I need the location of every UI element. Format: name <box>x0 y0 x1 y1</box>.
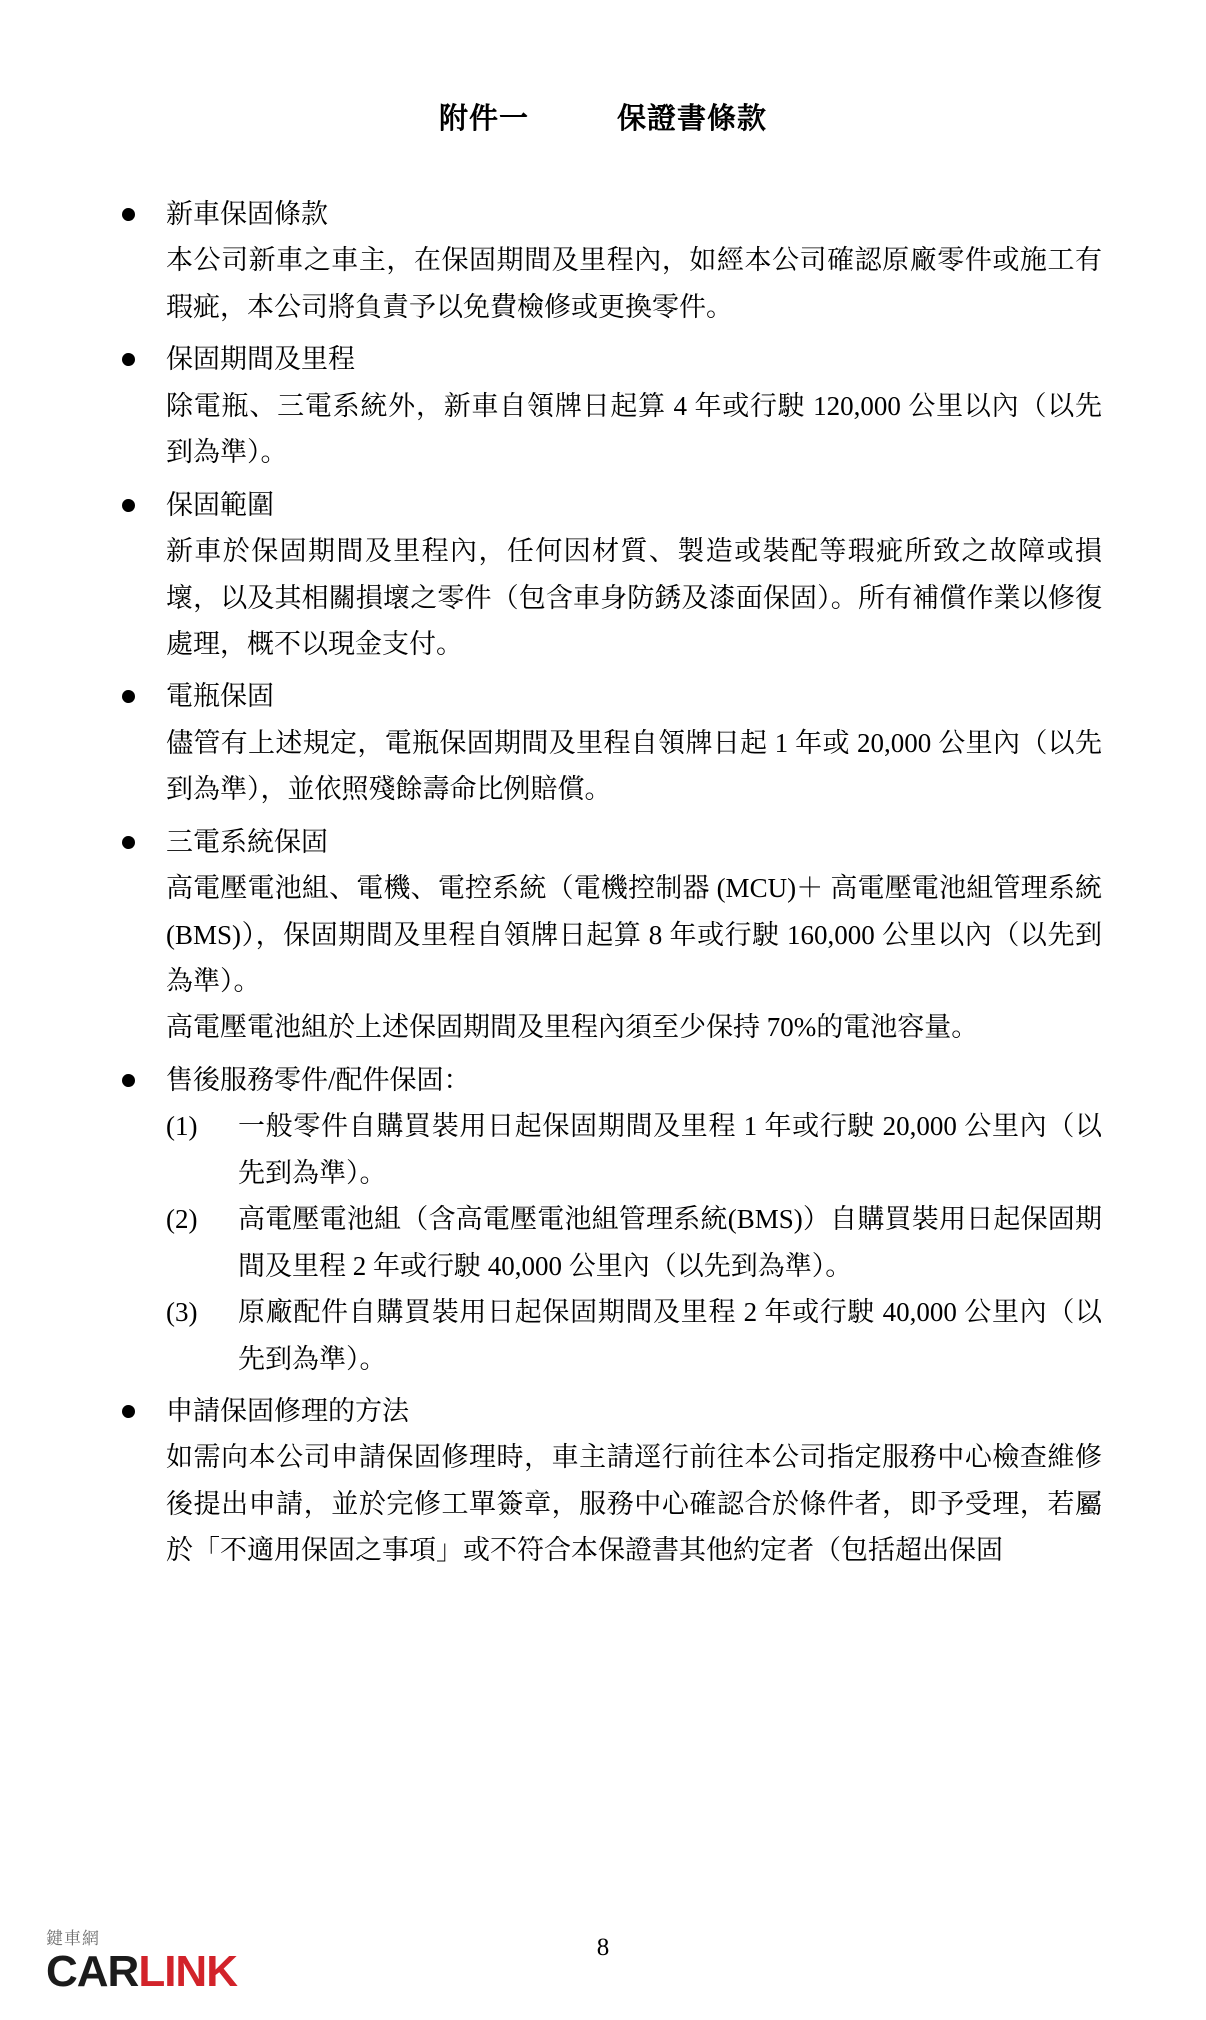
page-number: 8 <box>596 1934 610 1961</box>
clause-item <box>104 673 1102 812</box>
bullet-icon <box>122 1074 135 1087</box>
clause-paragraph: 除電瓶、三電系統外，新車自領牌日起算 4 年或行駛 120,000 公里以內（以先到為準）。 <box>166 390 1102 468</box>
page-title-prefix: 附件一 <box>438 103 529 135</box>
watermark-wordmark <box>46 1947 237 1996</box>
clause-sub-marker: (3) <box>166 1297 198 1328</box>
page-title <box>104 96 1102 137</box>
clause-paragraph: 新車於保固期間及里程內，任何因材質、製造或裝配等瑕疵所致之故障或損壞，以及其相關損壞之零件（包含車身防銹及漆面保固）。所有補償作業以修復處理，概不以現金支付。 <box>166 536 1102 659</box>
page-title-main: 保證書條款 <box>617 103 768 135</box>
clause-item <box>104 819 1102 1051</box>
clause-item <box>104 191 1102 330</box>
clause-paragraph: 如需向本公司申請保固修理時，車主請逕行前往本公司指定服務中心檢查維修後提出申請，並於完修工單簽章，服務中心確認合於條件者，即予受理，若屬於「不適用保固之事項」或不符合本保證書其他約定者（包括超出保固 <box>166 1442 1102 1566</box>
clause-item <box>104 336 1102 475</box>
clause-item <box>104 1057 1102 1382</box>
clause-heading: 保固期間及里程 <box>166 344 355 375</box>
clause-sub-marker: (1) <box>166 1111 198 1142</box>
clause-paragraph: 儘管有上述規定，電瓶保固期間及里程自領牌日起 1 年或 20,000 公里內（以先到為準），並依照殘餘壽命比例賠償。 <box>166 727 1102 805</box>
bullet-icon <box>122 1405 135 1418</box>
bullet-icon <box>122 836 135 849</box>
clause-paragraph: 本公司新車之車主，在保固期間及里程內，如經本公司確認原廠零件或施工有瑕疵，本公司將負責予以免費檢修或更換零件。 <box>166 245 1102 322</box>
clause-heading: 售後服務零件/配件保固： <box>166 1064 471 1095</box>
clause-paragraph: 高電壓電池組於上述保固期間及里程內須至少保持 70%的電池容量。 <box>166 1012 979 1043</box>
watermark-chinese-label: 鍵車網 <box>46 1929 100 1949</box>
clause-item <box>104 1388 1102 1574</box>
watermark-logo <box>46 1931 237 1994</box>
clause-heading: 三電系統保固 <box>166 826 328 857</box>
watermark-wordmark-right: LINK <box>138 1947 237 1996</box>
clause-sub-item <box>166 1289 1102 1382</box>
clause-paragraph: 高電壓電池組、電機、電控系統（電機控制器 (MCU)＋ 高電壓電池組管理系統(BMS)），保固期間及里程自領牌日起算 8 年或行駛 160,000 公里以內（以先到為準）。 <box>166 873 1102 996</box>
clause-heading: 新車保固條款 <box>166 199 328 229</box>
bullet-icon <box>122 690 135 703</box>
clause-sub-text: 原廠配件自購買裝用日起保固期間及里程 2 年或行駛 40,000 公里內（以先到為準）。 <box>238 1297 1102 1374</box>
clause-heading: 保固範圍 <box>166 489 274 520</box>
watermark-wordmark-left: CAR <box>46 1947 139 1996</box>
clause-sub-item <box>166 1103 1102 1196</box>
bullet-icon <box>122 499 135 512</box>
clause-item <box>104 482 1102 668</box>
bullet-icon <box>122 208 135 221</box>
clause-heading: 申請保固修理的方法 <box>166 1395 409 1426</box>
clause-sub-text: 一般零件自購買裝用日起保固期間及里程 1 年或行駛 20,000 公里內（以先到為準）。 <box>238 1111 1102 1188</box>
clause-sub-marker: (2) <box>166 1204 198 1235</box>
clause-sub-text: 高電壓電池組（含高電壓電池組管理系統(BMS)）自購買裝用日起保固期間及里程 2 年或行駛 40,000 公里內（以先到為準）。 <box>238 1204 1102 1281</box>
clause-list <box>104 191 1102 1574</box>
clause-sub-list <box>166 1103 1102 1382</box>
bullet-icon <box>122 353 135 366</box>
clause-sub-item <box>166 1196 1102 1289</box>
clause-heading: 電瓶保固 <box>166 681 274 712</box>
